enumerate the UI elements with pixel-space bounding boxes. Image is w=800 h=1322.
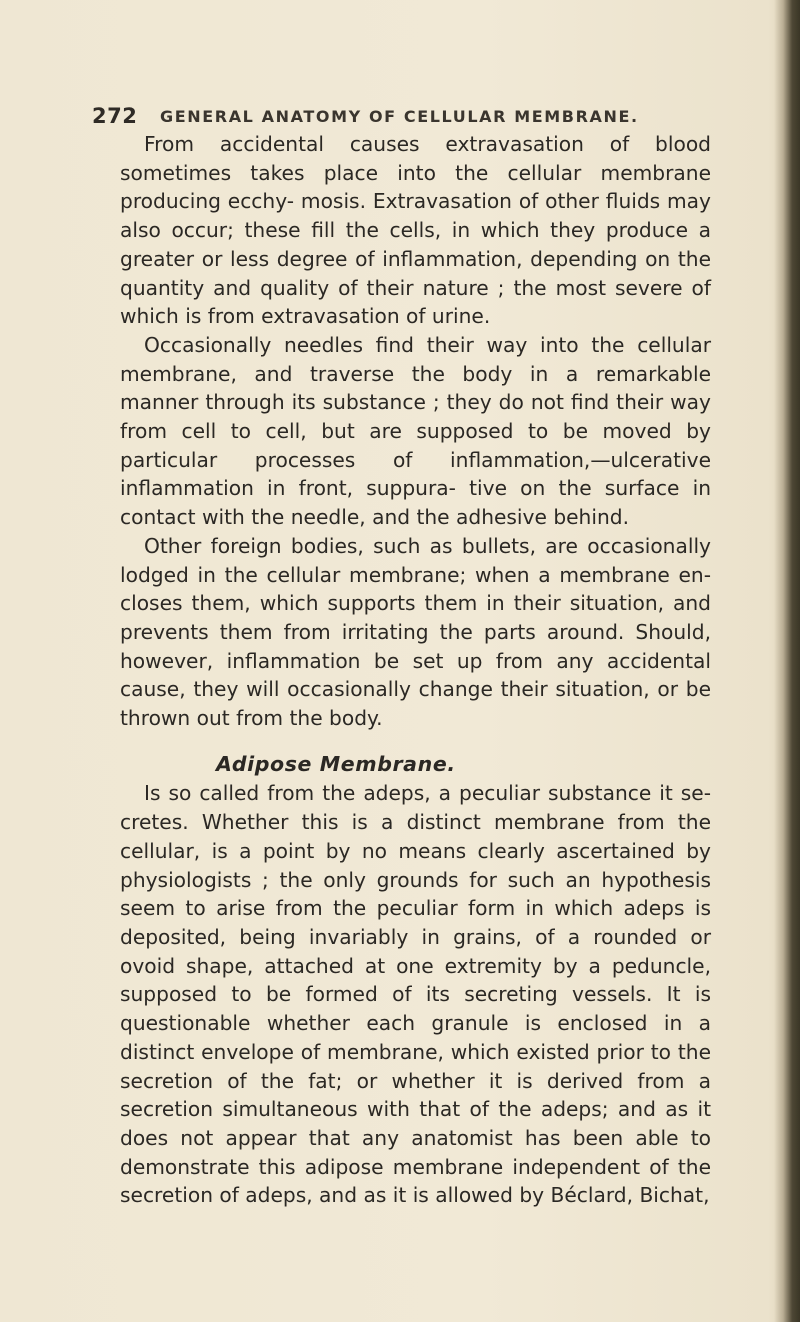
body-text — [120, 130, 711, 1210]
page-header — [92, 104, 732, 132]
paragraph-foreign-bodies: Other foreign bodies, such as bullets, are occasionally lodged in the cellular membrane; when a membrane en- closes them, which supports them in their situation, and prevents them from irritating the parts around. Should, however, inflammation be set up from any accidental cause, they will occasionally change their situation, or be thrown out from the body. — [120, 533, 711, 731]
page-number: 272 — [92, 104, 138, 128]
paragraph-adipose: Is so called from the adeps, a peculiar substance it se- cretes. Whether this is a distinct membrane from the cellular, is a point by no means clearly ascertained by physiologists ; the only grounds for such an hypothesis seem to arise from the peculiar form in which adeps is deposited, being invariably in grains, of a rounded or ovoid shape, attached at one extremity by a peduncle, supposed to be formed of its secreting vessels. It is questionable whether each granule is enclosed in a distinct envelope of membrane, which existed prior to the secretion of the fat; or whether it is derived from a secretion simultaneous with that of the adeps; and as it does not appear that any anatomist has been able to demonstrate this adipose membrane independent of the secretion of adeps, and as it is allowed by Béclard, Bichat, — [120, 781, 711, 1208]
paragraph-extravasation: From accidental causes extravasation of blood sometimes takes place into the cellular membrane producing ecchy- mosis. Extravasation of other fluids may also occur; these fill the cells, in which they produce a greater or less degree of inflammation, depending on the quantity and quality of their nature ; the most severe of which is from extravasation of urine. — [120, 132, 711, 329]
paragraph-needles: Occasionally needles find their way into the cellular membrane, and traverse the body in a remarkable manner through its substance ; they do not find their way from cell to cell, but are supposed to be moved by particular processes of inflammation,—ulcerative inflammation in front, suppura- tive on the surface in contact with the needle, and the adhesive behind. — [120, 332, 711, 530]
page-edge-shadow — [774, 0, 800, 1322]
running-head: GENERAL ANATOMY OF CELLULAR MEMBRANE. — [160, 107, 639, 126]
section-heading: Adipose Membrane. — [216, 751, 456, 776]
